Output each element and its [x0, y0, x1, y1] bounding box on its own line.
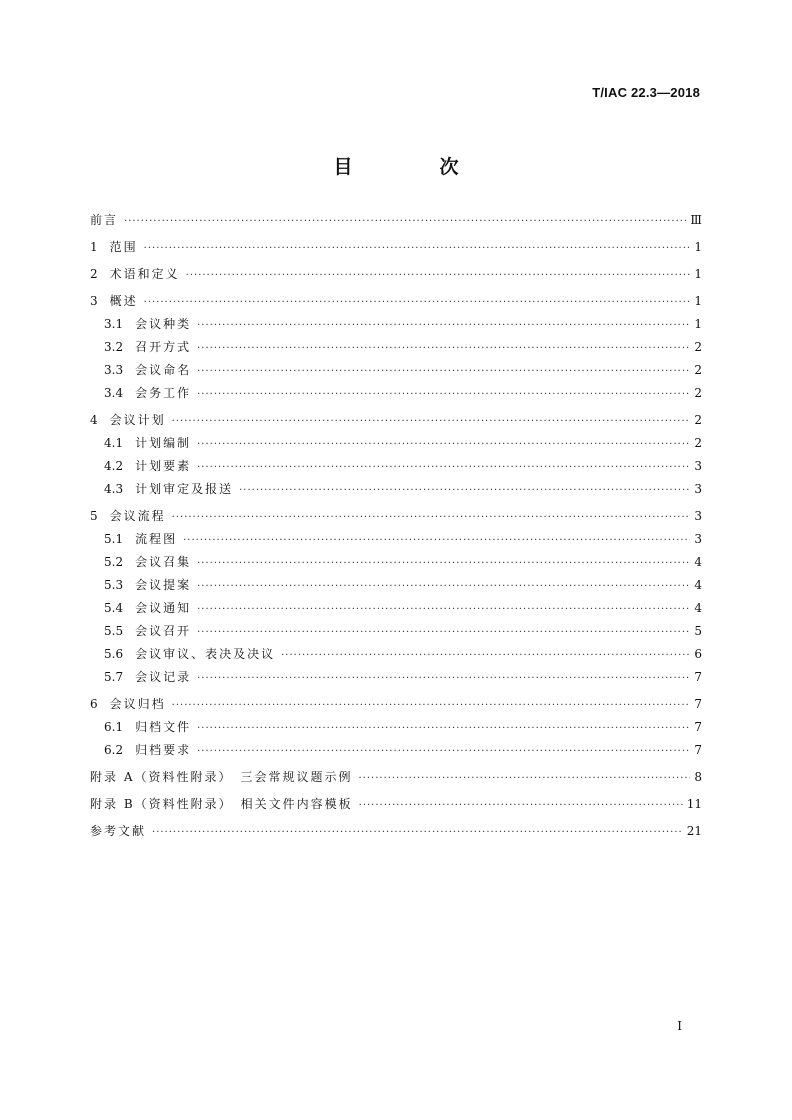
toc-entry-title: 召开方式 [135, 340, 192, 354]
toc-entry-number: 3.3 [104, 363, 124, 377]
toc-entry-title: 会务工作 [135, 386, 192, 400]
toc-dot-leader [197, 671, 690, 687]
page-number: I [677, 1019, 682, 1033]
toc-dot-leader [197, 387, 690, 403]
toc-dot-leader [359, 798, 683, 814]
toc-entry[interactable] [90, 623, 702, 641]
toc-entry-number: 2 [90, 267, 98, 281]
toc-entry-number: 4.3 [104, 482, 124, 496]
toc-entry-title: 计划审定及报送 [135, 482, 234, 496]
toc-entry-title: 计划编制 [135, 436, 192, 450]
toc-entry[interactable] [90, 577, 702, 595]
toc-entry-page: 5 [694, 624, 702, 638]
toc-entry[interactable] [90, 239, 702, 257]
toc-entry-page: 3 [694, 532, 702, 546]
toc-dot-leader [239, 483, 690, 499]
toc-entry-page: 1 [694, 267, 702, 281]
toc-entry-page: 7 [694, 697, 702, 711]
toc-entry[interactable] [90, 669, 702, 687]
toc-entry[interactable] [90, 696, 702, 714]
toc-entry[interactable] [90, 316, 702, 334]
toc-entry-number: 3 [90, 294, 98, 308]
toc-dot-leader [197, 437, 690, 453]
toc-dot-leader [172, 414, 691, 430]
toc-dot-leader [144, 295, 691, 311]
toc-entry-page: 7 [694, 720, 702, 734]
toc-dot-leader [197, 318, 690, 334]
toc-entry-title: 前言 [90, 213, 119, 227]
toc-entry-page: 7 [694, 670, 702, 684]
toc-dot-leader [172, 698, 691, 714]
toc-dot-leader [197, 744, 690, 760]
toc-entry-number: 5.7 [104, 670, 124, 684]
toc-dot-leader [197, 460, 690, 476]
toc-entry-title: 会议记录 [135, 670, 192, 684]
toc-heading: 目 次 [333, 156, 493, 178]
toc-entry-title: 会议归档 [109, 697, 166, 711]
toc-entry[interactable] [90, 339, 702, 357]
toc-entry-page: 4 [694, 601, 702, 615]
toc-entry-page: 4 [694, 555, 702, 569]
toc-entry-page: 8 [694, 770, 702, 784]
toc-dot-leader [183, 533, 690, 549]
toc-entry-title: 归档要求 [135, 743, 192, 757]
toc-entry-number: 6.2 [104, 743, 124, 757]
toc-entry-page: 2 [694, 386, 702, 400]
toc-entry-title: 范围 [109, 240, 138, 254]
toc-entry-page: 6 [694, 647, 702, 661]
toc-entry-number: 4 [90, 413, 98, 427]
toc-entry-title: 会议审议、表决及决议 [135, 647, 276, 661]
toc-list [90, 212, 702, 841]
toc-entry-page: 1 [694, 317, 702, 331]
toc-entry-page: 3 [694, 482, 702, 496]
toc-entry-page: 1 [694, 294, 702, 308]
toc-entry-title: 计划要素 [135, 459, 192, 473]
toc-entry-number: 6 [90, 697, 98, 711]
toc-entry-title: 附录 B（资料性附录） 相关文件内容模板 [90, 797, 353, 811]
toc-entry[interactable] [90, 646, 702, 664]
toc-entry-page: 3 [694, 509, 702, 523]
toc-entry[interactable] [90, 412, 702, 430]
toc-entry[interactable] [90, 508, 702, 526]
toc-entry-page: 2 [694, 363, 702, 377]
document-code: T/IAC 22.3—2018 [592, 85, 700, 100]
toc-dot-leader [197, 556, 690, 572]
toc-entry[interactable] [90, 742, 702, 760]
toc-entry-number: 5.5 [104, 624, 124, 638]
toc-entry[interactable] [90, 435, 702, 453]
toc-entry-number: 5.6 [104, 647, 124, 661]
toc-dot-leader [197, 364, 690, 380]
toc-entry-title: 会议通知 [135, 601, 192, 615]
toc-entry-title: 会议提案 [135, 578, 192, 592]
toc-entry-page: 21 [686, 824, 702, 838]
toc-entry[interactable] [90, 458, 702, 476]
toc-dot-leader [281, 648, 690, 664]
toc-entry[interactable] [90, 531, 702, 549]
toc-entry-title: 会议召集 [135, 555, 192, 569]
toc-entry-number: 5.4 [104, 601, 124, 615]
toc-entry-page: 7 [694, 743, 702, 757]
toc-entry[interactable] [90, 266, 702, 284]
toc-dot-leader [197, 625, 690, 641]
toc-entry[interactable] [90, 823, 702, 841]
toc-entry-title: 术语和定义 [109, 267, 180, 281]
toc-entry-number: 5.1 [104, 532, 124, 546]
toc-entry-page: 3 [694, 459, 702, 473]
toc-entry-number: 5.3 [104, 578, 124, 592]
toc-entry-title: 附录 A（资料性附录） 三会常规议题示例 [90, 770, 353, 784]
toc-dot-leader [197, 602, 690, 618]
toc-entry-page: 4 [694, 578, 702, 592]
toc-dot-leader [197, 721, 690, 737]
toc-entry-number: 5.2 [104, 555, 124, 569]
toc-entry-number: 1 [90, 240, 98, 254]
toc-entry-number: 3.4 [104, 386, 124, 400]
toc-entry-page: 2 [694, 340, 702, 354]
toc-dot-leader [186, 268, 691, 284]
toc-entry-page: Ⅲ [690, 213, 702, 227]
toc-entry[interactable] [90, 293, 702, 311]
toc-entry-title: 归档文件 [135, 720, 192, 734]
toc-entry-title: 概述 [109, 294, 138, 308]
toc-entry[interactable] [90, 554, 702, 572]
toc-dot-leader [358, 771, 690, 787]
toc-entry[interactable] [90, 796, 702, 814]
toc-dot-leader [197, 579, 690, 595]
toc-entry-title: 会议命名 [135, 363, 192, 377]
toc-dot-leader [144, 241, 691, 257]
toc-dot-leader [124, 214, 686, 230]
toc-entry-page: 11 [686, 797, 702, 811]
toc-entry-page: 2 [694, 413, 702, 427]
toc-entry-title: 会议种类 [135, 317, 192, 331]
toc-entry-title: 参考文献 [90, 824, 147, 838]
toc-entry-number: 4.2 [104, 459, 124, 473]
toc-entry-number: 5 [90, 509, 98, 523]
toc-entry[interactable] [90, 212, 702, 230]
toc-entry-title: 会议召开 [135, 624, 192, 638]
toc-entry[interactable] [90, 385, 702, 403]
toc-entry-title: 会议流程 [109, 509, 166, 523]
toc-entry[interactable] [90, 600, 702, 618]
toc-entry-title: 会议计划 [109, 413, 166, 427]
toc-entry-number: 4.1 [104, 436, 124, 450]
toc-entry[interactable] [90, 481, 702, 499]
toc-entry-number: 3.2 [104, 340, 124, 354]
toc-entry-number: 3.1 [104, 317, 124, 331]
toc-entry-number: 6.1 [104, 720, 124, 734]
toc-entry[interactable] [90, 719, 702, 737]
toc-dot-leader [152, 825, 683, 841]
toc-entry[interactable] [90, 769, 702, 787]
toc-entry-title: 流程图 [135, 532, 178, 546]
toc-entry[interactable] [90, 362, 702, 380]
toc-dot-leader [172, 510, 691, 526]
toc-dot-leader [197, 341, 690, 357]
toc-entry-page: 1 [694, 240, 702, 254]
toc-entry-page: 2 [694, 436, 702, 450]
